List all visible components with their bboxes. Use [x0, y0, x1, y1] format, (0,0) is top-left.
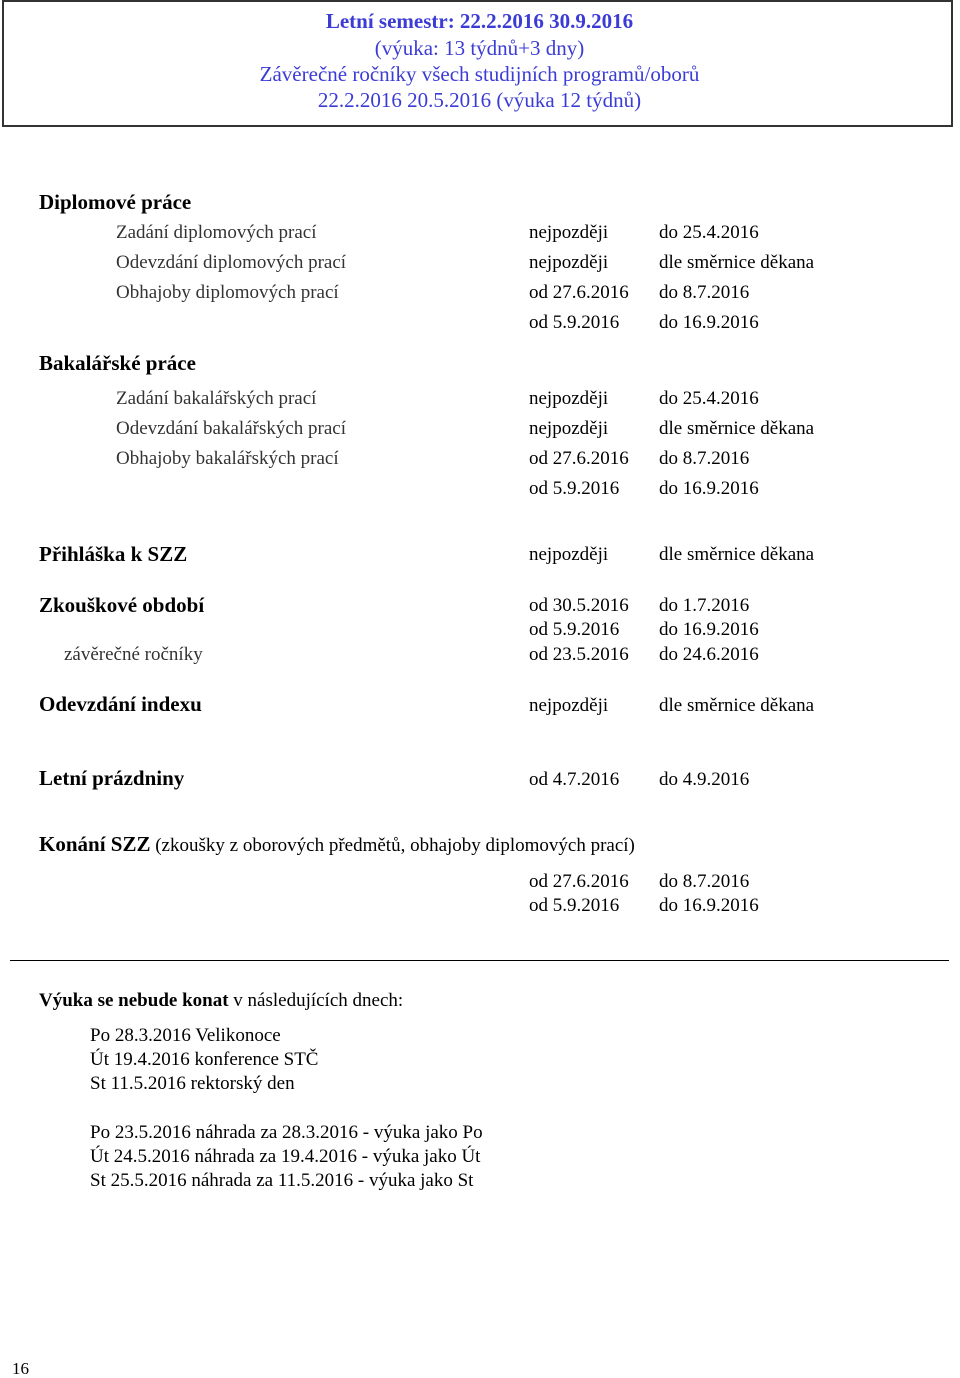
replacement-item: Po 23.5.2016 náhrada za 28.3.2016 - výuka jako Po [90, 1122, 483, 1143]
section-title-szz-application: Přihláška k SZZ [39, 542, 188, 566]
row-to: dle směrnice děkana [659, 695, 815, 716]
section-title-index: Odevzdání indexu [39, 692, 202, 716]
row-to: dle směrnice děkana [659, 544, 815, 565]
row-from: nejpozději [529, 388, 609, 409]
row-from: nejpozději [529, 695, 609, 716]
replacement-item: St 25.5.2016 náhrada za 11.5.2016 - výuka jako St [90, 1170, 474, 1191]
row-from: od 23.5.2016 [529, 644, 629, 665]
final-years-dates: 22.2.2016 20.5.2016 (výuka 12 týdnů) [317, 88, 642, 112]
section-title-no-teaching [39, 991, 403, 1010]
row-to: do 25.4.2016 [659, 388, 759, 409]
section-title-exam-period: Zkouškové období [39, 593, 205, 617]
row-from: od 5.9.2016 [529, 895, 620, 916]
no-teaching-title-rest: v následujících dnech: [228, 990, 404, 1011]
row-to: do 8.7.2016 [659, 282, 750, 303]
row-from: nejpozději [529, 418, 609, 439]
row-from: od 27.6.2016 [529, 448, 629, 469]
row-from: od 27.6.2016 [529, 871, 629, 892]
row-to: dle směrnice děkana [659, 418, 815, 439]
row-from: nejpozději [529, 544, 609, 565]
row-to: do 16.9.2016 [659, 478, 759, 499]
horizontal-divider [10, 960, 949, 961]
row-to: do 16.9.2016 [659, 312, 759, 333]
row-to: do 8.7.2016 [659, 871, 750, 892]
row-label: Obhajoby diplomových prací [116, 282, 339, 303]
row-to: do 4.9.2016 [659, 769, 750, 790]
row-from: nejpozději [529, 252, 609, 273]
row-label: Obhajoby bakalářských prací [116, 448, 339, 469]
page-number: 16 [12, 1359, 29, 1378]
row-label: Odevzdání bakalářských prací [116, 418, 347, 439]
row-to: do 8.7.2016 [659, 448, 750, 469]
replacement-item: Út 24.5.2016 náhrada za 19.4.2016 - výuka jako Út [90, 1146, 481, 1167]
row-to: do 25.4.2016 [659, 222, 759, 243]
row-from: od 5.9.2016 [529, 478, 620, 499]
no-teaching-title-bold: Výuka se nebude konat [39, 990, 229, 1011]
row-from: od 30.5.2016 [529, 595, 629, 616]
row-to: do 24.6.2016 [659, 644, 759, 665]
section-title-szz [39, 834, 635, 855]
free-day-item: Út 19.4.2016 konference STČ [90, 1049, 319, 1070]
row-label: Zadání diplomových prací [116, 222, 317, 243]
row-from: od 4.7.2016 [529, 769, 620, 790]
row-to: do 16.9.2016 [659, 895, 759, 916]
free-day-item: St 11.5.2016 rektorský den [90, 1073, 295, 1094]
row-label: Odevzdání diplomových prací [116, 252, 347, 273]
szz-title-bold: Konání SZZ [39, 832, 151, 856]
row-to: do 16.9.2016 [659, 619, 759, 640]
row-label: Zadání bakalářských prací [116, 388, 317, 409]
row-from: od 5.9.2016 [529, 619, 620, 640]
section-title-holidays: Letní prázdniny [39, 766, 185, 790]
row-to: dle směrnice děkana [659, 252, 815, 273]
szz-title-rest: (zkoušky z oborových předmětů, obhajoby diplomových prací) [150, 835, 635, 856]
section-title-diploma: Diplomové práce [39, 190, 192, 214]
row-to: do 1.7.2016 [659, 595, 750, 616]
final-years-label: závěrečné ročníky [64, 644, 203, 665]
header-box [2, 0, 953, 127]
final-years-note: Závěrečné ročníky všech studijních programů/oborů [259, 62, 700, 86]
row-from: od 27.6.2016 [529, 282, 629, 303]
semester-teaching: (výuka: 13 týdnů+3 dny) [374, 36, 585, 60]
semester-title: Letní semestr: 22.2.2016 30.9.2016 [325, 9, 634, 33]
section-title-bachelor: Bakalářské práce [39, 351, 196, 375]
row-from: od 5.9.2016 [529, 312, 620, 333]
row-from: nejpozději [529, 222, 609, 243]
free-day-item: Po 28.3.2016 Velikonoce [90, 1025, 281, 1046]
